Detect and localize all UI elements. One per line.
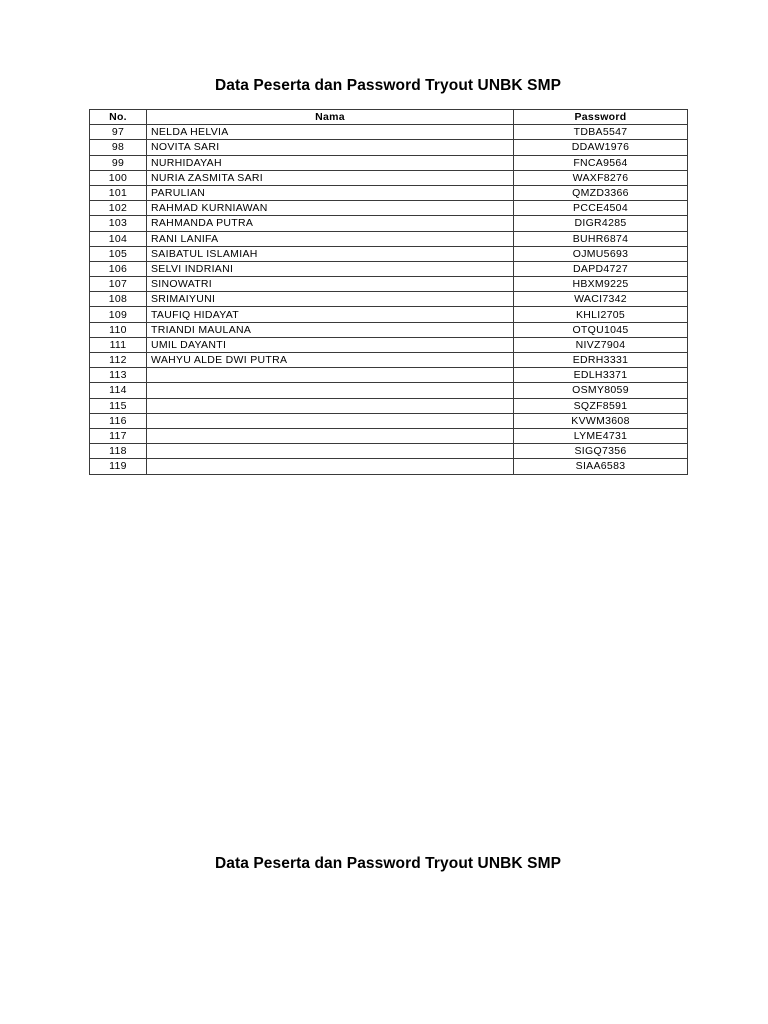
cell-no: 113 [90, 368, 147, 383]
table-row [90, 459, 688, 474]
table-body [90, 125, 688, 474]
cell-nama: SELVI INDRIANI [147, 261, 514, 276]
cell-password: TDBA5547 [514, 125, 688, 140]
cell-no: 97 [90, 125, 147, 140]
cell-nama: TAUFIQ HIDAYAT [147, 307, 514, 322]
cell-no: 102 [90, 201, 147, 216]
cell-no: 104 [90, 231, 147, 246]
table-row [90, 353, 688, 368]
page-title-repeat: Data Peserta dan Password Tryout UNBK SMP [214, 855, 562, 872]
cell-nama [147, 383, 514, 398]
cell-password: EDRH3331 [514, 353, 688, 368]
table-row [90, 155, 688, 170]
table-row [90, 170, 688, 185]
header-nama: Nama [147, 110, 514, 125]
cell-nama: UMIL DAYANTI [147, 337, 514, 352]
table-row [90, 277, 688, 292]
cell-no: 117 [90, 428, 147, 443]
header-password: Password [514, 110, 688, 125]
cell-no: 101 [90, 185, 147, 200]
cell-password: SIGQ7356 [514, 444, 688, 459]
cell-password: DDAW1976 [514, 140, 688, 155]
cell-nama: RAHMANDA PUTRA [147, 216, 514, 231]
table-row [90, 246, 688, 261]
table-row [90, 261, 688, 276]
cell-nama [147, 368, 514, 383]
table-header-row [90, 110, 688, 125]
cell-nama: RANI LANIFA [147, 231, 514, 246]
cell-password: NIVZ7904 [514, 337, 688, 352]
table-row [90, 201, 688, 216]
cell-password: BUHR6874 [514, 231, 688, 246]
cell-nama: NURHIDAYAH [147, 155, 514, 170]
cell-password: OSMY8059 [514, 383, 688, 398]
cell-password: WAXF8276 [514, 170, 688, 185]
cell-nama [147, 398, 514, 413]
cell-no: 112 [90, 353, 147, 368]
cell-no: 115 [90, 398, 147, 413]
cell-nama: PARULIAN [147, 185, 514, 200]
cell-no: 105 [90, 246, 147, 261]
table-row [90, 322, 688, 337]
cell-no: 118 [90, 444, 147, 459]
table-row [90, 444, 688, 459]
cell-password: LYME4731 [514, 428, 688, 443]
table-row [90, 428, 688, 443]
cell-nama: SAIBATUL ISLAMIAH [147, 246, 514, 261]
cell-password: KHLI2705 [514, 307, 688, 322]
cell-nama: SRIMAIYUNI [147, 292, 514, 307]
cell-nama [147, 428, 514, 443]
participant-table [89, 109, 688, 475]
table-row [90, 292, 688, 307]
cell-nama [147, 444, 514, 459]
table-row [90, 140, 688, 155]
cell-password: PCCE4504 [514, 201, 688, 216]
table-row [90, 383, 688, 398]
cell-no: 99 [90, 155, 147, 170]
cell-nama: NURIA ZASMITA SARI [147, 170, 514, 185]
cell-nama [147, 459, 514, 474]
cell-nama [147, 413, 514, 428]
cell-no: 119 [90, 459, 147, 474]
cell-no: 98 [90, 140, 147, 155]
cell-password: SIAA6583 [514, 459, 688, 474]
header-no: No. [90, 110, 147, 125]
table-row [90, 398, 688, 413]
cell-no: 111 [90, 337, 147, 352]
table-row [90, 337, 688, 352]
cell-password: WACI7342 [514, 292, 688, 307]
cell-no: 106 [90, 261, 147, 276]
cell-password: EDLH3371 [514, 368, 688, 383]
cell-no: 114 [90, 383, 147, 398]
cell-password: HBXM9225 [514, 277, 688, 292]
cell-password: OJMU5693 [514, 246, 688, 261]
cell-no: 103 [90, 216, 147, 231]
cell-no: 116 [90, 413, 147, 428]
table-row [90, 185, 688, 200]
page-title: Data Peserta dan Password Tryout UNBK SMP [214, 77, 562, 94]
cell-password: OTQU1045 [514, 322, 688, 337]
table-row [90, 231, 688, 246]
cell-nama: SINOWATRI [147, 277, 514, 292]
cell-no: 109 [90, 307, 147, 322]
table-row [90, 125, 688, 140]
cell-no: 110 [90, 322, 147, 337]
cell-password: KVWM3608 [514, 413, 688, 428]
cell-password: QMZD3366 [514, 185, 688, 200]
table-row [90, 413, 688, 428]
cell-no: 108 [90, 292, 147, 307]
table-row [90, 216, 688, 231]
cell-nama: NOVITA SARI [147, 140, 514, 155]
table-row [90, 368, 688, 383]
cell-password: DAPD4727 [514, 261, 688, 276]
cell-password: FNCA9564 [514, 155, 688, 170]
cell-password: DIGR4285 [514, 216, 688, 231]
cell-nama: NELDA HELVIA [147, 125, 514, 140]
cell-nama: RAHMAD KURNIAWAN [147, 201, 514, 216]
table-row [90, 307, 688, 322]
cell-nama: TRIANDI MAULANA [147, 322, 514, 337]
cell-no: 107 [90, 277, 147, 292]
cell-password: SQZF8591 [514, 398, 688, 413]
cell-nama: WAHYU ALDE DWI PUTRA [147, 353, 514, 368]
cell-no: 100 [90, 170, 147, 185]
